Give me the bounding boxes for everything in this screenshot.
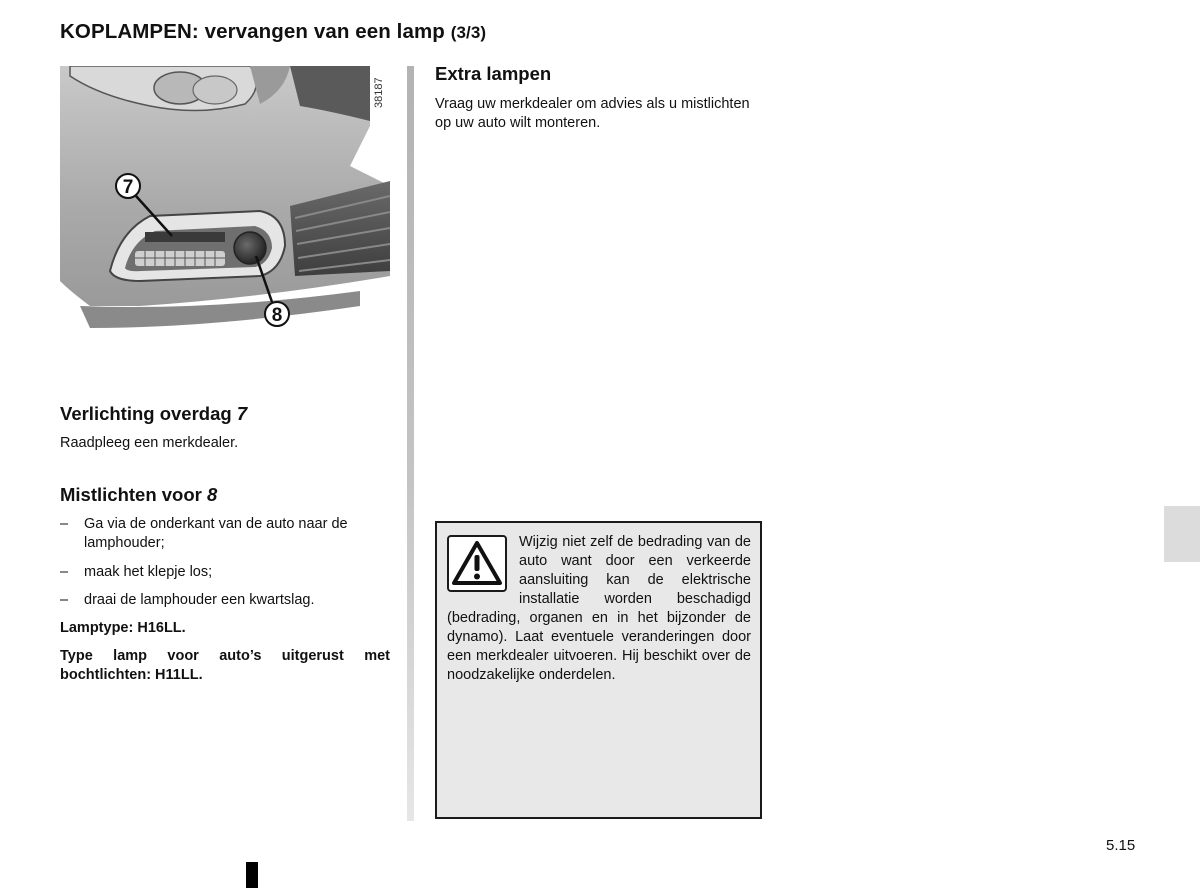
warning-text-wrap xyxy=(447,533,751,685)
callout-8: 8 xyxy=(271,305,283,326)
list-item-text: draai de lamphouder een kwartslag. xyxy=(84,592,315,608)
extra-lamps-heading: Extra lampen xyxy=(435,63,552,84)
fog-heading-text: Mistlichten voor xyxy=(60,484,207,505)
warning-text: Wijzig niet zelf de bedrading van de auto want door een verkeerde aansluiting kan de elektrische installatie worden beschadigd (bedrading, organen en in het bijzonder de dynamo). Laat eventuele veranderingen door een merkdealer uitvoeren. Hij beschikt over de noodzakelijke onderdelen. xyxy=(447,534,751,683)
page-title xyxy=(60,20,486,44)
list-dash: – xyxy=(60,564,69,580)
fog-lamp-illustration xyxy=(60,66,390,338)
car-front-drawing xyxy=(60,66,390,338)
list-item-text: maak het klepje los; xyxy=(84,564,213,580)
drl-heading-ref: 7 xyxy=(236,403,248,424)
list-dash: – xyxy=(60,592,69,608)
extra-lamps-body: Vraag uw merkdealer om advies als u mistlichten op uw auto wilt monteren. xyxy=(435,96,750,131)
list-dash: – xyxy=(60,516,69,532)
page-title-suffix: (3/3) xyxy=(450,23,487,42)
fog-heading xyxy=(60,484,217,506)
drl-heading-text: Verlichting overdag xyxy=(60,403,237,424)
illustration-ref-number: 38187 xyxy=(373,77,385,108)
list-item-text: Ga via de onderkant van de auto naar de lamphouder; xyxy=(84,516,348,551)
page-title-text: KOPLAMPEN: vervangen van een lamp xyxy=(60,20,445,43)
fog-heading-ref: 8 xyxy=(207,484,218,505)
warning-box xyxy=(435,521,762,819)
lamp-type-cornering: Type lamp voor auto’s uitgerust met bochtlichten: H11LL. xyxy=(60,648,390,683)
drl-heading xyxy=(60,403,247,425)
chapter-tab xyxy=(1164,506,1200,562)
crop-mark xyxy=(246,862,258,888)
page-number: 5.15 xyxy=(1106,837,1136,854)
lamp-type: Lamptype: H16LL. xyxy=(60,620,186,636)
drl-body: Raadpleeg een merkdealer. xyxy=(60,435,239,451)
column-divider xyxy=(407,66,414,821)
callout-7: 7 xyxy=(122,177,134,198)
